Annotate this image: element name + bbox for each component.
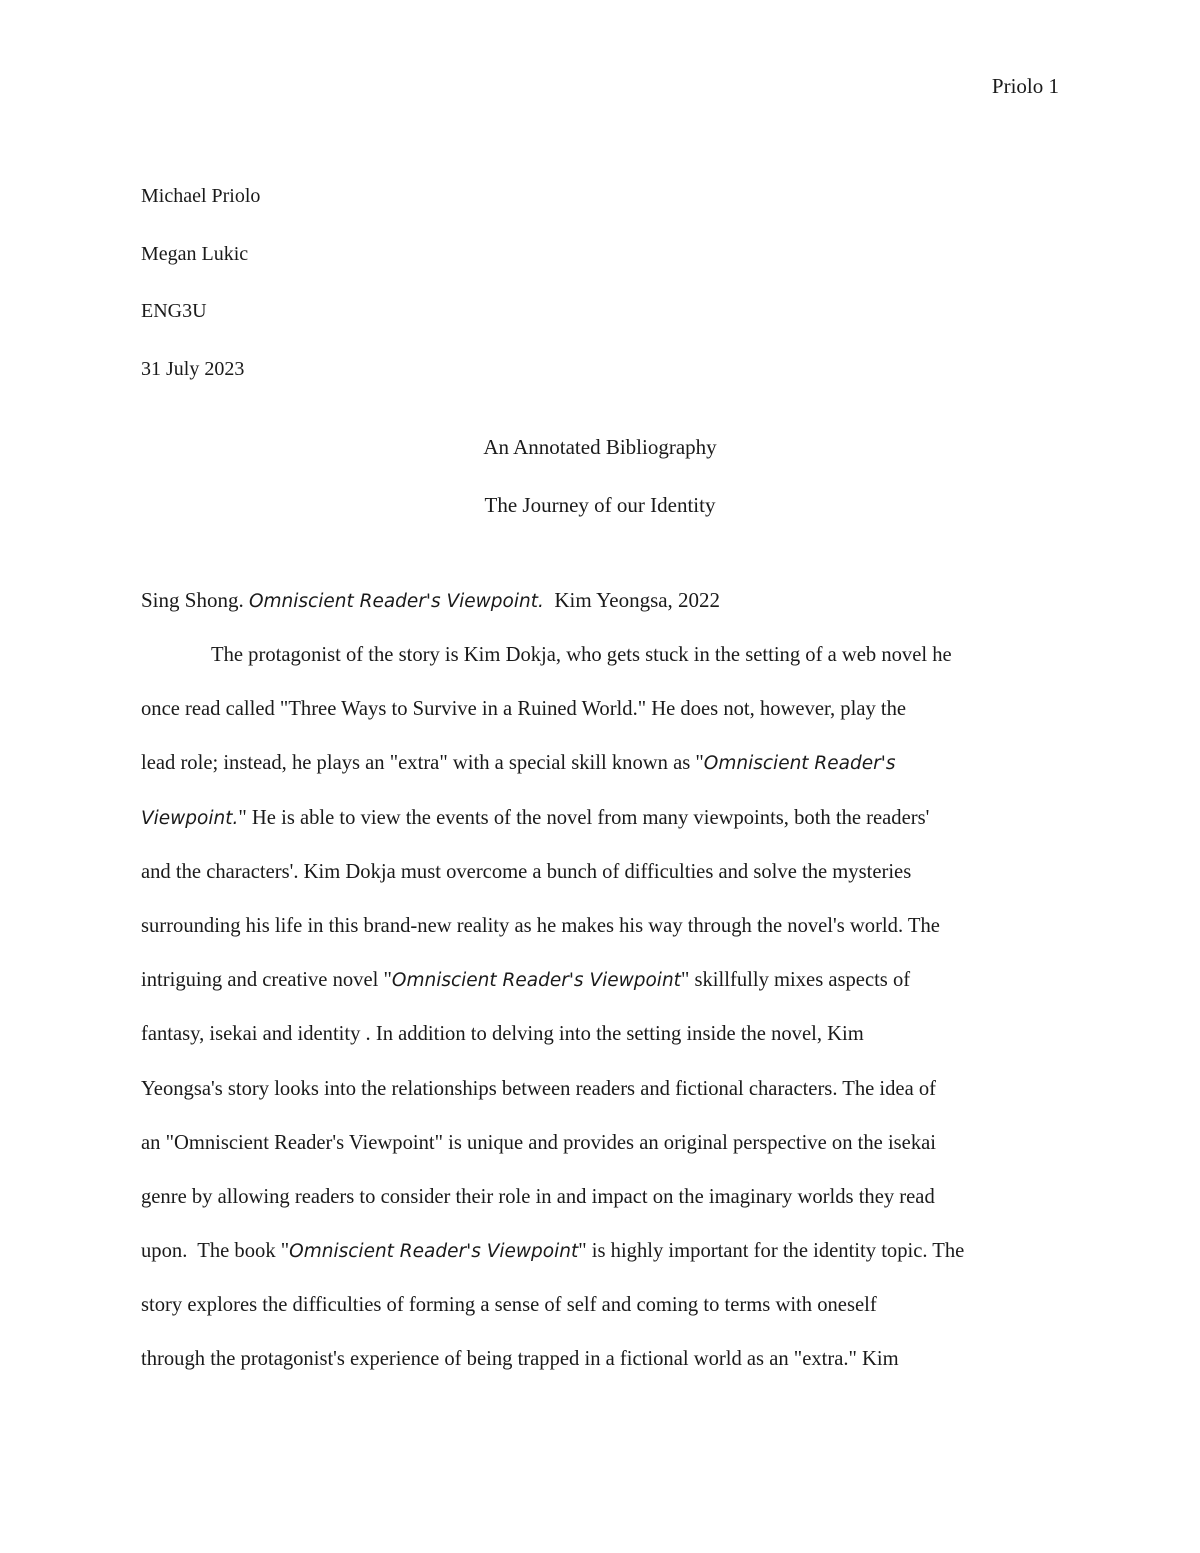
title-block [141, 418, 1059, 534]
course-code: ENG3U [141, 300, 207, 322]
line-text: upon. The book " [141, 1240, 290, 1263]
document-subtitle: The Journey of our Identity [484, 493, 716, 517]
italic-title: Viewpoint. [141, 807, 239, 829]
line-text: Yeongsa's story looks into the relationships between readers and fictional characters. The idea of [141, 1077, 937, 1100]
annotation-line [141, 1019, 1071, 1073]
citation-entry [141, 586, 1059, 616]
annotation-line [141, 640, 1071, 694]
line-text: once read called "Three Ways to Survive in a Ruined World." He does not, however, play the [141, 698, 907, 721]
line-text: " skillfully mixes aspects of [680, 969, 911, 992]
annotation-line [141, 1128, 1071, 1182]
italic-title: Omniscient Reader's Viewpoint [391, 970, 681, 992]
annotation-line [141, 1074, 1071, 1128]
annotation-line [141, 1236, 1071, 1290]
annotation-paragraph [141, 640, 1071, 1399]
annotation-line [141, 965, 1071, 1019]
running-head: Priolo 1 [991, 74, 1059, 98]
annotation-line [141, 911, 1071, 965]
line-text: lead role; instead, he plays an "extra" with a special skill known as " [141, 752, 704, 775]
citation-author: Sing Shong. [141, 588, 244, 612]
annotation-line [141, 694, 1071, 748]
annotation-line [141, 857, 1071, 911]
line-text: through the protagonist's experience of being trapped in a fictional world as an "extra." Kim [141, 1348, 899, 1371]
annotation-line [141, 1344, 1071, 1398]
line-text: The protagonist of the story is Kim Dokja, who gets stuck in the setting of a web novel he [211, 644, 952, 666]
document-date: 31 July 2023 [141, 357, 245, 380]
mla-heading [141, 168, 1059, 398]
author-name: Michael Priolo [141, 185, 261, 207]
line-text: fantasy, isekai and identity . In addition to delving into the setting inside the novel, Kim [141, 1023, 864, 1046]
line-text: and the characters'. Kim Dokja must overcome a bunch of difficulties and solve the mysteries [141, 860, 912, 883]
annotation-line [141, 803, 1071, 857]
annotation-line [141, 1290, 1071, 1344]
annotation-line [141, 1182, 1071, 1236]
citation-work-title: Omniscient Reader's Viewpoint. [248, 591, 544, 612]
italic-title: Omniscient Reader's [703, 753, 896, 775]
line-text: genre by allowing readers to consider their role in and impact on the imaginary worlds they read [141, 1185, 935, 1208]
line-text: " He is able to view the events of the novel from many viewpoints, both the readers' [238, 806, 930, 829]
line-text: surrounding his life in this brand-new reality as he makes his way through the novel's world. The [141, 914, 940, 937]
line-text: an "Omniscient Reader's Viewpoint" is unique and provides an original perspective on the isekai [141, 1131, 936, 1154]
line-text: story explores the difficulties of forming a sense of self and coming to terms with oneself [141, 1294, 877, 1317]
document-title: An Annotated Bibliography [483, 435, 717, 459]
line-text: " is highly important for the identity topic. The [578, 1240, 965, 1263]
italic-title: Omniscient Reader's Viewpoint [289, 1241, 579, 1263]
instructor-name: Megan Lukic [141, 242, 249, 265]
line-text: intriguing and creative novel " [141, 969, 392, 992]
annotation-line [141, 748, 1071, 802]
citation-publisher: Kim Yeongsa, 2022 [554, 588, 721, 612]
